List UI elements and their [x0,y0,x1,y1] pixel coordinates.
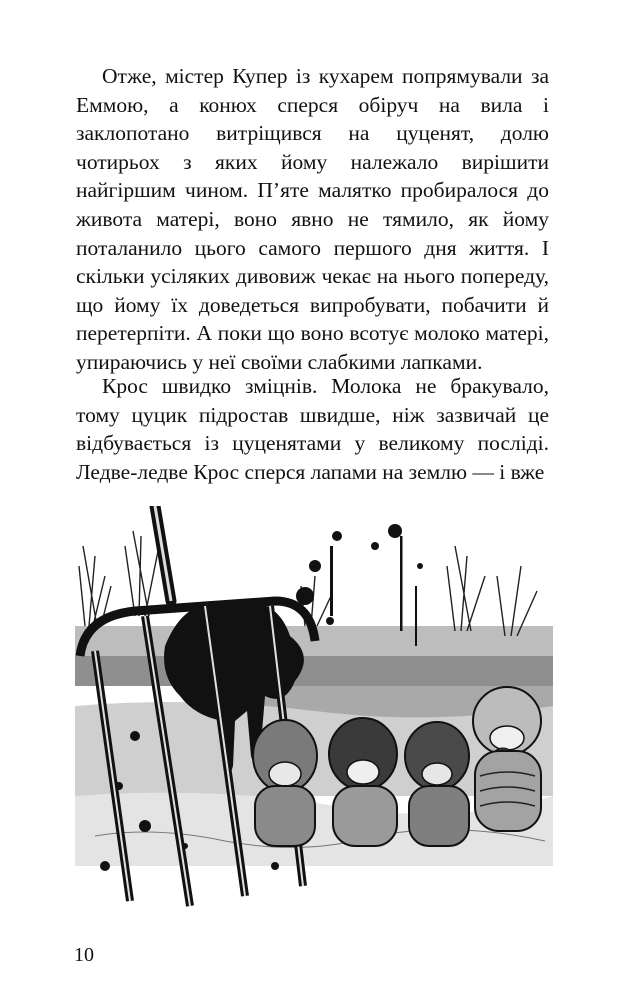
puppy [473,687,541,831]
pitchfork-puppies-illustration [75,506,553,918]
paragraph-text: Крос швидко зміцнів. Молока не бракувало, тому цуцик підростав швидше, ніж зазвичай це відбувається із цуценятами у великому посліді. Ледве-ледве Крос сперся лапами на землю — і вже [76,374,549,484]
paragraph-text: Отже, містер Купер із кухарем попрямували за Еммою, а конюх сперся обіруч на вила і заклопотано витріщився на цуценят, долю чотирьох з яких йому належало вирішити найгіршим чином. П’яте малятко пробиралося до живота матері, воно явно не тямило, як йому поталанило цього самого першого дня життя. І скільки усіляких дивовиж чекає на нього попереду, що йому їх доведеться випробувати, побачити й перетерпіти. А поки що воно всотує молоко матері, упираючись у неї своїми слабкими лапками. [76,64,549,374]
puppy [253,720,317,846]
paragraph-2 [76,372,549,486]
paragraph-1 [76,62,549,377]
page-number: 10 [74,944,94,966]
